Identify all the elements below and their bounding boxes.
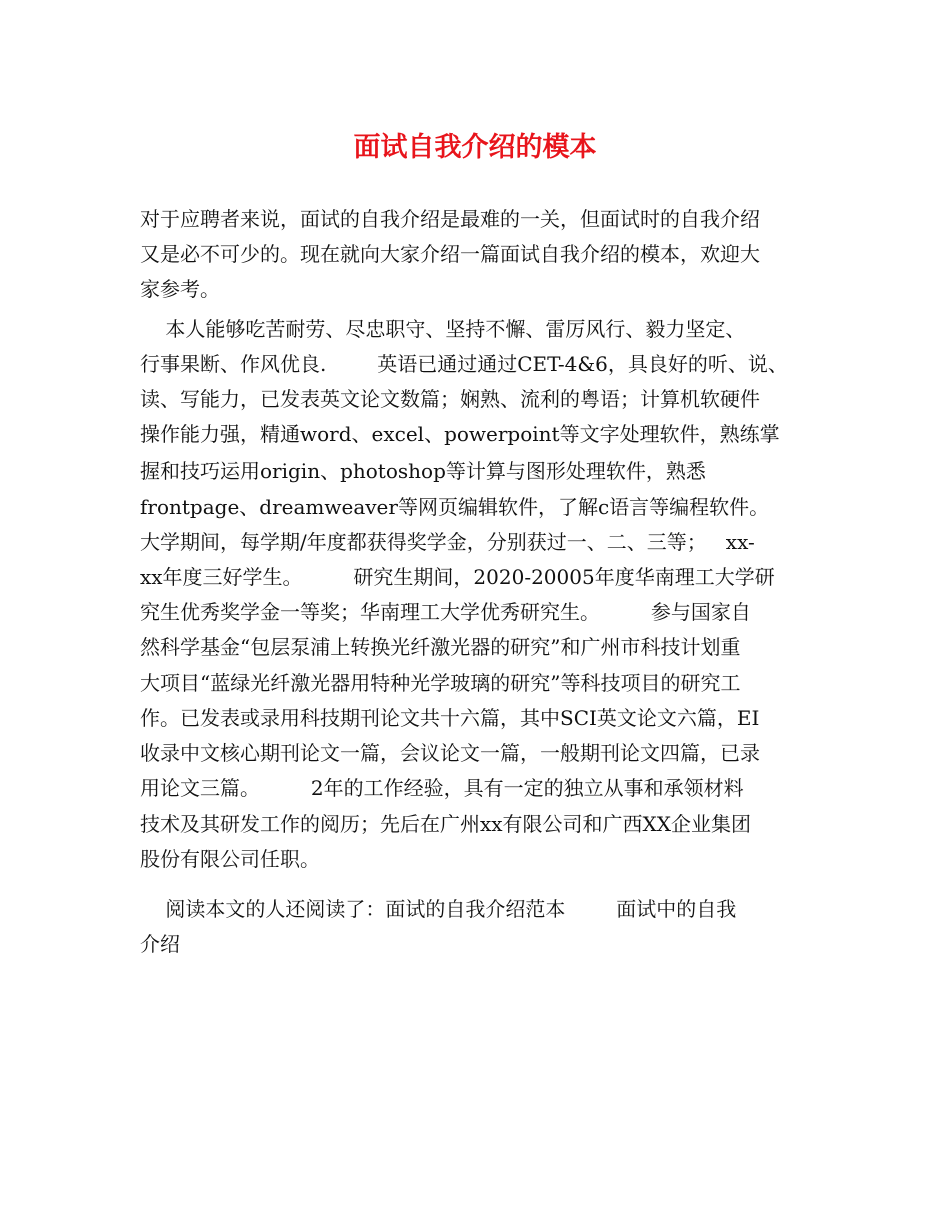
body-line: 又是必不可少的。现在就向大家介绍一篇面试自我介绍的模本，欢迎大 bbox=[140, 242, 760, 266]
body-line: 阅读本文的人还阅读了：面试的自我介绍范本 面试中的自我 bbox=[140, 897, 737, 921]
body-line: 股份有限公司任职。 bbox=[140, 847, 320, 871]
body-line: 究生优秀奖学金一等奖；华南理工大学优秀研究生。 参与国家自 bbox=[140, 600, 751, 624]
body-line: 对于应聘者来说，面试的自我介绍是最难的一关，但面试时的自我介绍 bbox=[140, 207, 760, 231]
document-title: 面试自我介绍的模本 bbox=[353, 132, 597, 163]
body-line: 然科学基金“包层泵浦上转换光纤激光器的研究”和广州市科技计划重 bbox=[140, 635, 741, 659]
body-line: 大学期间，每学期/年度都获得奖学金，分别获过一、二、三等； xx- bbox=[140, 530, 755, 554]
body-line: 用论文三篇。 2年的工作经验，具有一定的独立从事和承领材料 bbox=[140, 776, 744, 800]
body-line: 行事果断、作风优良. 英语已通过通过CET-4&6，具良好的听、说、 bbox=[140, 352, 788, 376]
body-line: 握和技巧运用origin、photoshop等计算与图形处理软件，熟悉 bbox=[140, 459, 706, 483]
body-line: 作。已发表或录用科技期刊论文共十六篇，其中SCI英文论文六篇，EI bbox=[140, 706, 760, 730]
body-line: xx年度三好学生。 研究生期间，2020-20005年度华南理工大学研 bbox=[140, 565, 775, 589]
body-line: 本人能够吃苦耐劳、尽忠职守、坚持不懈、雷厉风行、毅力坚定、 bbox=[140, 317, 746, 341]
body-line: 读、写能力，已发表英文论文数篇；娴熟、流利的粤语；计算机软硬件 bbox=[140, 387, 760, 411]
body-line: 大项目“蓝绿光纤激光器用特种光学玻璃的研究”等科技项目的研究工 bbox=[140, 671, 741, 695]
body-line: 操作能力强，精通word、excel、powerpoint等文字处理软件，熟练掌 bbox=[140, 422, 780, 446]
body-line: 介绍 bbox=[140, 932, 180, 956]
body-line: 家参考。 bbox=[140, 277, 220, 301]
body-line: 收录中文核心期刊论文一篇，会议论文一篇，一般期刊论文四篇，已录 bbox=[140, 741, 760, 765]
body-line: 技术及其研发工作的阅历；先后在广州xx有限公司和广西XX企业集团 bbox=[140, 812, 752, 836]
body-line: frontpage、dreamweaver等网页编辑软件，了解c语言等编程软件。 bbox=[140, 495, 770, 519]
